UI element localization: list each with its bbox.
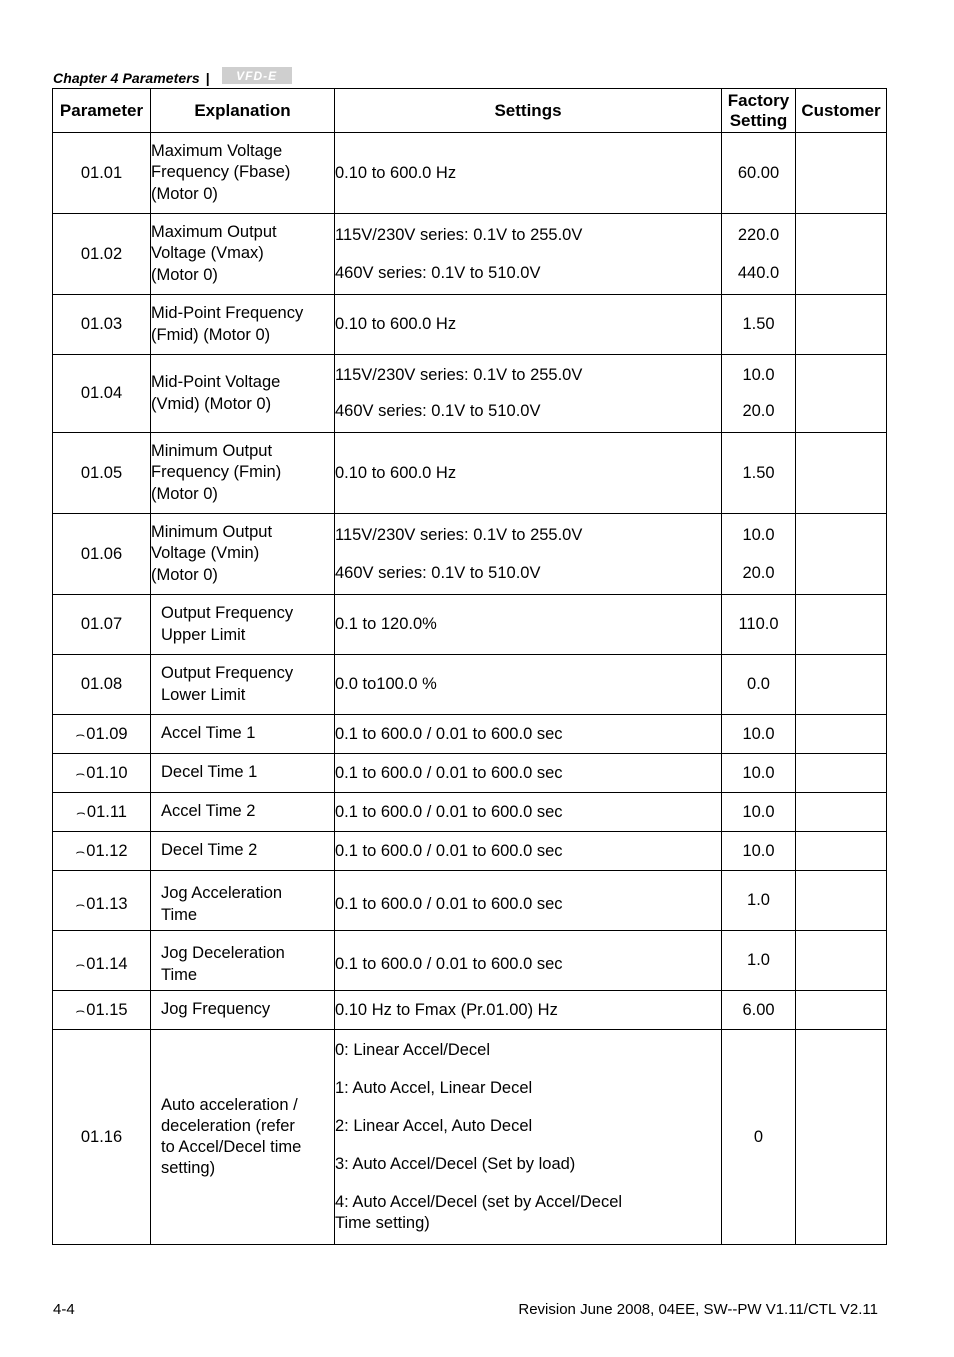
settings-cell: 0.1 to 600.0 / 0.01 to 600.0 sec — [335, 871, 722, 931]
param-code: 01.14 — [86, 955, 128, 973]
chapter-title: Chapter 4 Parameters — [53, 70, 200, 86]
factory-header-line: Factory — [727, 90, 790, 110]
pencil-mark-icon: ⌢ — [75, 956, 86, 973]
explanation-line: (Motor 0) — [151, 484, 218, 503]
table-row — [53, 991, 887, 1030]
param-code: 01.15 — [86, 1000, 128, 1019]
param-code: 01.13 — [86, 895, 128, 913]
factory-value: 20.0 — [742, 563, 775, 582]
customer-cell — [796, 715, 887, 754]
factory-setting: 110.0 — [722, 595, 796, 655]
table-row — [53, 871, 887, 931]
customer-cell — [796, 832, 887, 871]
page-header — [53, 66, 292, 86]
column-header-customer: Customer — [796, 89, 887, 133]
table-row — [53, 355, 887, 433]
table-row — [53, 715, 887, 754]
settings-option: Time setting) — [335, 1214, 430, 1232]
param-code: 01.11 — [86, 802, 127, 821]
param-code: 01.03 — [53, 295, 151, 355]
explanation-line: Output Frequency — [161, 604, 294, 622]
settings-cell: 0.1 to 600.0 / 0.01 to 600.0 sec — [335, 754, 722, 793]
param-code: 01.06 — [53, 514, 151, 595]
param-code-cell — [53, 754, 151, 793]
factory-setting: 60.00 — [722, 133, 796, 214]
param-code-cell — [53, 871, 151, 931]
explanation-line: Jog Acceleration — [161, 884, 283, 902]
explanation-line: Jog Deceleration — [161, 944, 285, 962]
settings-cell: 0.10 to 600.0 Hz — [335, 433, 722, 514]
explanation-line: setting) — [161, 1159, 216, 1177]
settings-cell — [335, 1030, 722, 1245]
factory-setting: 1.0 — [722, 871, 796, 931]
factory-value: 20.0 — [742, 402, 775, 420]
param-code-cell — [53, 931, 151, 991]
explanation-line: Maximum Output — [151, 222, 277, 241]
settings-cell: 0.10 to 600.0 Hz — [335, 133, 722, 214]
factory-value: 10.0 — [742, 525, 775, 544]
settings-option: 0: Linear Accel/Decel — [335, 1041, 491, 1059]
table-row — [53, 1030, 887, 1245]
settings-cell: 0.0 to100.0 % — [335, 655, 722, 715]
factory-value: 220.0 — [737, 225, 780, 244]
param-code: 01.16 — [53, 1030, 151, 1245]
settings-option: 3: Auto Accel/Decel (Set by load) — [335, 1155, 576, 1173]
settings-cell: 0.1 to 600.0 / 0.01 to 600.0 sec — [335, 931, 722, 991]
explanation-line: (Fmid) (Motor 0) — [151, 325, 271, 344]
customer-cell — [796, 931, 887, 991]
parameter-table — [52, 88, 887, 1245]
param-code-cell — [53, 715, 151, 754]
explanation-cell — [151, 433, 335, 514]
factory-header-line: Setting — [729, 110, 788, 130]
table-row — [53, 595, 887, 655]
explanation-line: Output Frequency — [161, 664, 294, 682]
customer-cell — [796, 355, 887, 433]
factory-setting — [722, 214, 796, 295]
table-row — [53, 514, 887, 595]
table-header-row — [53, 89, 887, 133]
column-header-parameter: Parameter — [53, 89, 151, 133]
explanation-line: deceleration (refer — [161, 1117, 295, 1135]
column-header-explanation: Explanation — [151, 89, 335, 133]
settings-cell: 0.1 to 120.0% — [335, 595, 722, 655]
pencil-mark-icon: ⌢ — [75, 725, 86, 743]
param-code: 01.01 — [53, 133, 151, 214]
factory-setting: 0 — [722, 1030, 796, 1245]
settings-option: 1: Auto Accel, Linear Decel — [335, 1079, 533, 1097]
explanation-cell — [151, 355, 335, 433]
settings-line: 115V/230V series: 0.1V to 255.0V — [335, 525, 583, 544]
explanation-cell — [151, 595, 335, 655]
explanation-cell — [151, 133, 335, 214]
settings-cell: 0.10 Hz to Fmax (Pr.01.00) Hz — [335, 991, 722, 1030]
customer-cell — [796, 655, 887, 715]
table-row — [53, 832, 887, 871]
factory-value: 440.0 — [737, 263, 780, 282]
customer-cell — [796, 433, 887, 514]
explanation-line: Lower Limit — [161, 685, 246, 704]
customer-cell — [796, 754, 887, 793]
table-row — [53, 433, 887, 514]
param-code: 01.08 — [53, 655, 151, 715]
settings-line: 460V series: 0.1V to 510.0V — [335, 563, 541, 582]
table-row — [53, 655, 887, 715]
param-code-cell — [53, 832, 151, 871]
param-code: 01.02 — [53, 214, 151, 295]
explanation-cell — [151, 931, 335, 991]
explanation-cell — [151, 1030, 335, 1245]
explanation-line: Voltage (Vmin) — [151, 544, 260, 563]
settings-option: 2: Linear Accel, Auto Decel — [335, 1117, 533, 1135]
explanation-line: Minimum Output — [151, 441, 273, 460]
explanation-cell: Jog Frequency — [151, 991, 335, 1030]
param-code: 01.10 — [86, 763, 128, 782]
pencil-mark-icon: ⌢ — [75, 764, 86, 782]
param-code: 01.04 — [53, 355, 151, 433]
page-number: 4-4 — [53, 1301, 75, 1318]
explanation-line: Time — [161, 965, 198, 984]
explanation-line: (Motor 0) — [151, 565, 218, 584]
settings-cell: 0.1 to 600.0 / 0.01 to 600.0 sec — [335, 832, 722, 871]
explanation-cell — [151, 514, 335, 595]
factory-setting — [722, 355, 796, 433]
pencil-mark-icon: ⌢ — [75, 896, 86, 913]
table-row — [53, 133, 887, 214]
pencil-mark-icon: ⌢ — [75, 1001, 86, 1019]
explanation-line: Upper Limit — [161, 625, 246, 644]
explanation-cell: Accel Time 2 — [151, 793, 335, 832]
factory-setting: 6.00 — [722, 991, 796, 1030]
column-header-factory-setting — [722, 89, 796, 133]
explanation-line: (Motor 0) — [151, 265, 218, 284]
revision-info: Revision June 2008, 04EE, SW--PW V1.11/CTL V2.11 — [518, 1301, 878, 1318]
settings-cell: 0.10 to 600.0 Hz — [335, 295, 722, 355]
customer-cell — [796, 871, 887, 931]
header-separator: | — [205, 70, 210, 86]
settings-line: 115V/230V series: 0.1V to 255.0V — [335, 366, 583, 384]
factory-value: 10.0 — [742, 366, 775, 384]
explanation-cell — [151, 871, 335, 931]
factory-setting: 1.50 — [722, 433, 796, 514]
customer-cell — [796, 991, 887, 1030]
param-code-cell — [53, 793, 151, 832]
settings-line: 460V series: 0.1V to 510.0V — [335, 263, 541, 282]
factory-setting: 1.50 — [722, 295, 796, 355]
customer-cell — [796, 514, 887, 595]
param-code: 01.09 — [86, 724, 128, 743]
pencil-mark-icon: ⌢ — [75, 842, 86, 860]
factory-setting: 10.0 — [722, 793, 796, 832]
param-code-cell — [53, 991, 151, 1030]
factory-setting: 0.0 — [722, 655, 796, 715]
explanation-line: Frequency (Fmin) — [151, 463, 282, 482]
table-row — [53, 754, 887, 793]
table-row — [53, 295, 887, 355]
table-row — [53, 214, 887, 295]
explanation-line: (Vmid) (Motor 0) — [151, 394, 272, 413]
explanation-cell: Decel Time 1 — [151, 754, 335, 793]
explanation-cell — [151, 214, 335, 295]
explanation-line: Mid-Point Frequency — [151, 304, 304, 322]
customer-cell — [796, 595, 887, 655]
customer-cell — [796, 214, 887, 295]
customer-cell — [796, 1030, 887, 1245]
param-code: 01.07 — [53, 595, 151, 655]
explanation-line: Frequency (Fbase) — [151, 163, 291, 182]
explanation-cell: Decel Time 2 — [151, 832, 335, 871]
factory-setting: 10.0 — [722, 715, 796, 754]
factory-setting: 1.0 — [722, 931, 796, 991]
customer-cell — [796, 133, 887, 214]
explanation-cell — [151, 295, 335, 355]
table-row — [53, 931, 887, 991]
settings-cell — [335, 214, 722, 295]
settings-option: 4: Auto Accel/Decel (set by Accel/Decel — [335, 1193, 623, 1211]
param-code: 01.05 — [53, 433, 151, 514]
explanation-line: Mid-Point Voltage — [151, 373, 281, 391]
explanation-line: Time — [161, 905, 198, 924]
factory-setting: 10.0 — [722, 754, 796, 793]
explanation-line: Auto acceleration / — [161, 1096, 298, 1114]
settings-line: 115V/230V series: 0.1V to 255.0V — [335, 225, 583, 244]
explanation-line: to Accel/Decel time — [161, 1138, 302, 1156]
explanation-cell — [151, 655, 335, 715]
param-code: 01.12 — [86, 841, 128, 860]
settings-cell: 0.1 to 600.0 / 0.01 to 600.0 sec — [335, 793, 722, 832]
explanation-line: Voltage (Vmax) — [151, 244, 264, 263]
factory-setting — [722, 514, 796, 595]
explanation-line: Minimum Output — [151, 522, 273, 541]
vfd-e-logo: VFD-E — [222, 67, 292, 84]
settings-cell — [335, 355, 722, 433]
explanation-cell: Accel Time 1 — [151, 715, 335, 754]
column-header-settings: Settings — [335, 89, 722, 133]
pencil-mark-icon: ⌢ — [76, 803, 86, 821]
table-row — [53, 793, 887, 832]
settings-cell — [335, 514, 722, 595]
explanation-line: (Motor 0) — [151, 184, 218, 203]
factory-setting: 10.0 — [722, 832, 796, 871]
explanation-line: Maximum Voltage — [151, 141, 283, 160]
customer-cell — [796, 793, 887, 832]
settings-cell: 0.1 to 600.0 / 0.01 to 600.0 sec — [335, 715, 722, 754]
settings-line: 460V series: 0.1V to 510.0V — [335, 402, 541, 420]
customer-cell — [796, 295, 887, 355]
